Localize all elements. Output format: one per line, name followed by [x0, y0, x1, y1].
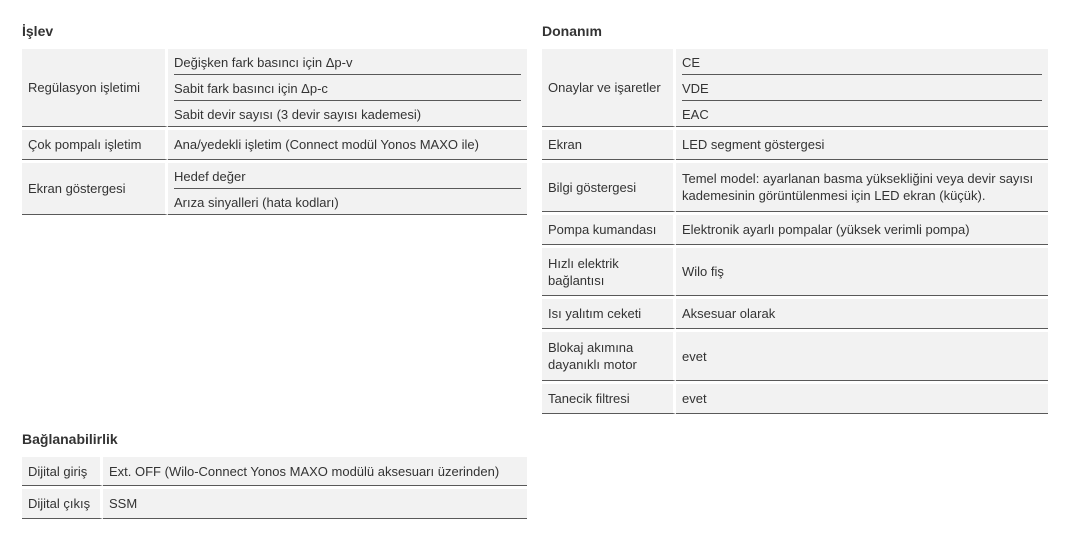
donanim-table	[542, 49, 1048, 414]
table-row	[22, 457, 527, 486]
baglanabilirlik-section	[22, 430, 527, 519]
row-value	[168, 49, 527, 127]
value-line: Değişken fark basıncı için Δp-v	[174, 50, 521, 75]
value-line: CE	[682, 50, 1042, 75]
row-value: Wilo fiş	[676, 248, 1048, 296]
value-line: EAC	[682, 107, 709, 122]
row-label: Çok pompalı işletim	[22, 130, 168, 160]
row-value: Aksesuar olarak	[676, 299, 1048, 329]
table-row	[542, 130, 1048, 160]
row-label: Blokaj akımına dayanıklı motor	[542, 332, 676, 381]
islev-section	[22, 22, 527, 215]
table-row	[22, 49, 527, 127]
row-value: evet	[676, 332, 1048, 381]
table-row	[22, 163, 527, 215]
islev-table	[22, 49, 527, 215]
value-line: Arıza sinyalleri (hata kodları)	[174, 195, 339, 210]
value-line: Hedef değer	[174, 164, 521, 189]
row-label: Onaylar ve işaretler	[542, 49, 676, 127]
row-value: Ana/yedekli işletim (Connect modül Yonos MAXO ile)	[168, 130, 527, 160]
row-value: LED segment göstergesi	[676, 130, 1048, 160]
table-row	[542, 49, 1048, 127]
donanim-section	[542, 22, 1048, 414]
row-label: Dijital çıkış	[22, 489, 103, 519]
table-row	[542, 215, 1048, 245]
row-value: evet	[676, 384, 1048, 414]
value-line: Sabit fark basıncı için Δp-c	[174, 76, 521, 101]
row-value	[676, 49, 1048, 127]
row-value: Ext. OFF (Wilo-Connect Yonos MAXO modülü aksesuarı üzerinden)	[103, 457, 527, 486]
value-line: VDE	[682, 76, 1042, 101]
row-label: Tanecik filtresi	[542, 384, 676, 414]
row-value: SSM	[103, 489, 527, 519]
table-row	[542, 248, 1048, 296]
row-label: Pompa kumandası	[542, 215, 676, 245]
row-label: Bilgi göstergesi	[542, 163, 676, 212]
table-row	[542, 332, 1048, 381]
donanim-title: Donanım	[542, 23, 602, 39]
row-value: Temel model: ayarlanan basma yüksekliğini veya devir sayısı kademesinin görüntülenmesi için LED ekran (küçük).	[676, 163, 1048, 212]
row-label: Dijital giriş	[22, 457, 103, 486]
table-row	[542, 163, 1048, 212]
table-row	[542, 384, 1048, 414]
table-row	[22, 489, 527, 519]
table-row	[542, 299, 1048, 329]
table-row	[22, 130, 527, 160]
value-line: Sabit devir sayısı (3 devir sayısı kademesi)	[174, 107, 422, 122]
baglanabilirlik-table	[22, 457, 527, 519]
row-label: Regülasyon işletimi	[22, 49, 168, 127]
baglanabilirlik-title: Bağlanabilirlik	[22, 431, 118, 447]
islev-title: İşlev	[22, 23, 54, 39]
row-label: Isı yalıtım ceketi	[542, 299, 676, 329]
row-label: Hızlı elektrik bağlantısı	[542, 248, 676, 296]
row-value: Elektronik ayarlı pompalar (yüksek verimli pompa)	[676, 215, 1048, 245]
row-value	[168, 163, 527, 215]
row-label: Ekran göstergesi	[22, 163, 168, 215]
row-label: Ekran	[542, 130, 676, 160]
